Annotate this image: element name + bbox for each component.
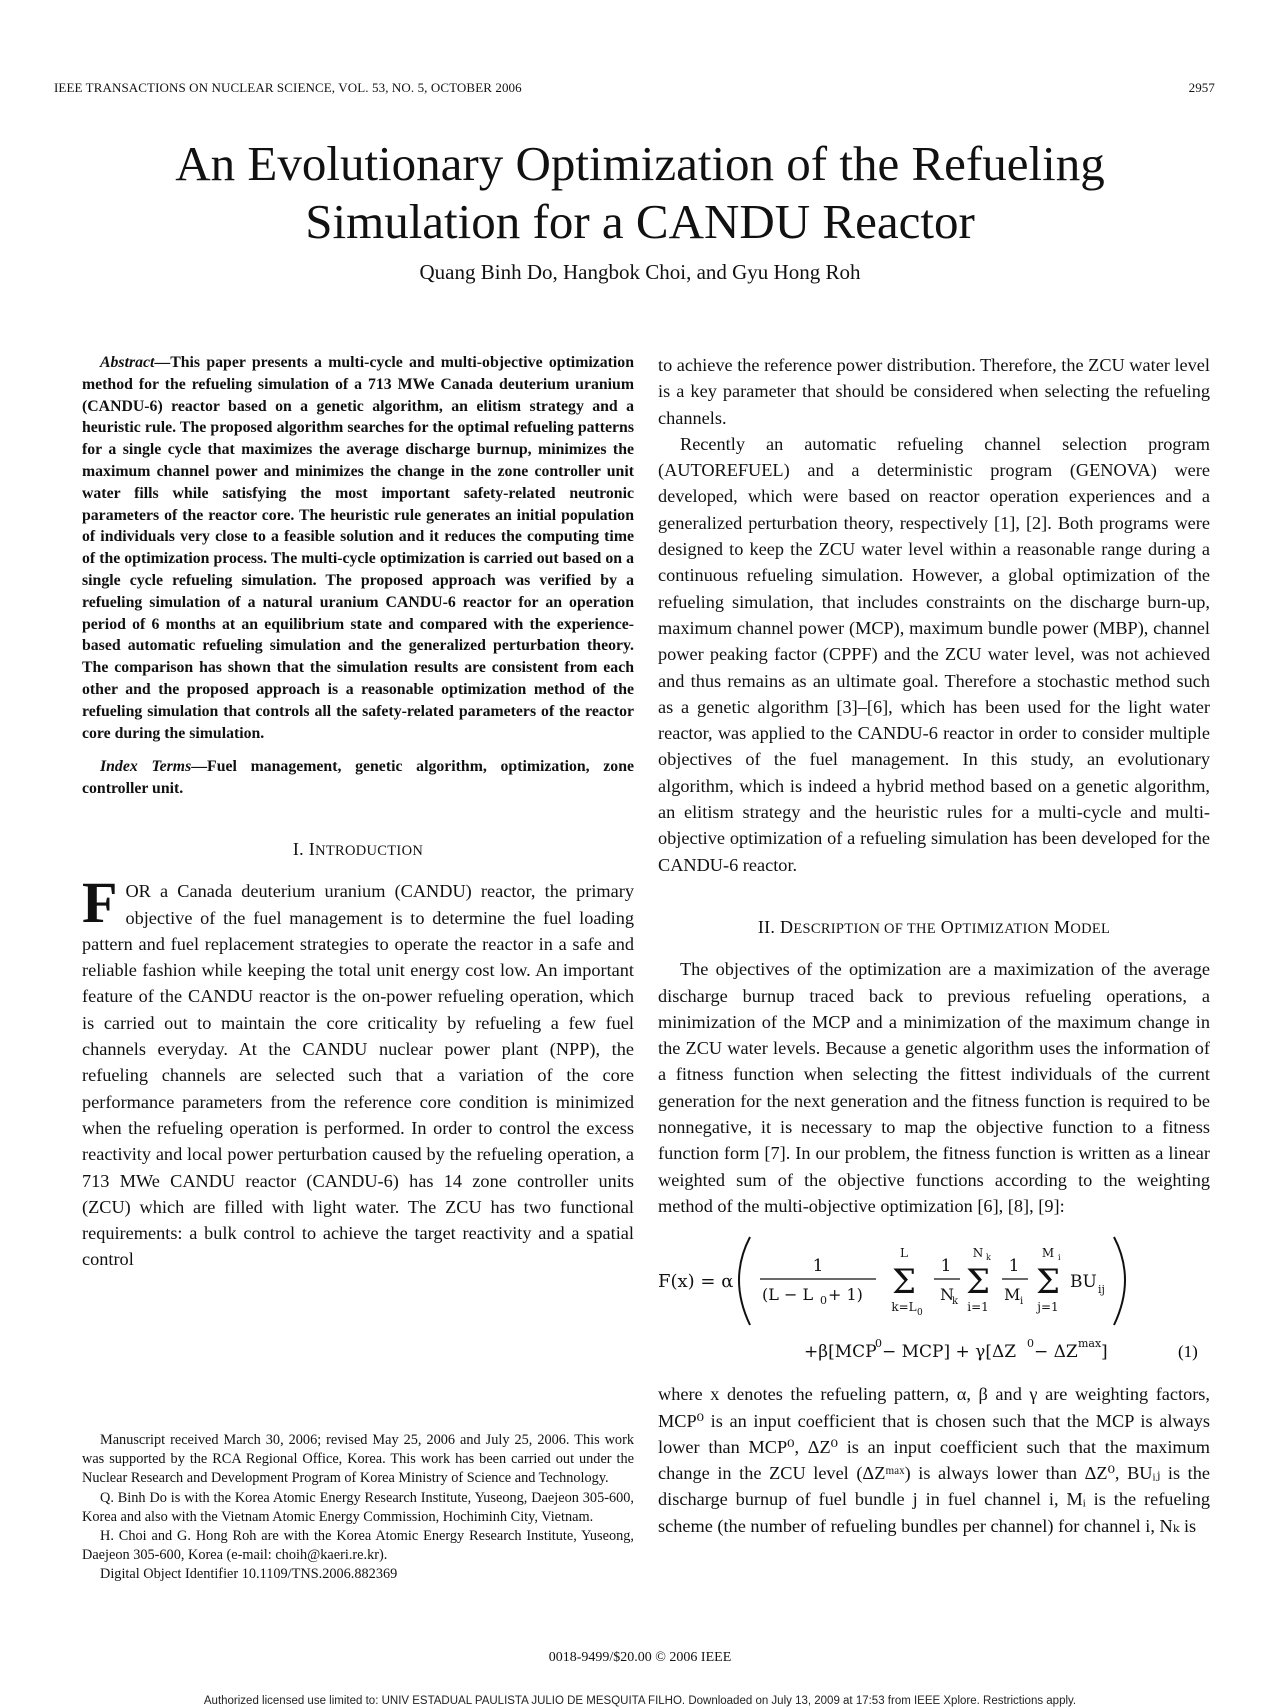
section-title-rest: PTIMIZATION xyxy=(954,920,1050,937)
svg-text:N: N xyxy=(972,1246,984,1261)
section-title-rest: NTRODUCTION xyxy=(315,842,424,859)
drop-cap: F xyxy=(82,870,118,936)
running-header xyxy=(54,80,1215,96)
equation-explanation-paragraph: where x denotes the refueling pattern, α, β and γ are weighting factors, MCP⁰ is an input coefficient that is chosen such that the MCP is always lower than MCP⁰, ΔZ⁰ is an input coefficient such that the maximum change in the ZCU level (ΔZᵐᵃˣ) is always lower than ΔZ⁰, BUᵢⱼ is the discharge burnup of fuel bundle j in fuel channel i, Mᵢ is the refueling scheme (the number of refueling bundles per channel) for channel i, Nₖ is xyxy=(658,1384,1210,1536)
section-heading-introduction xyxy=(82,836,634,864)
index-terms xyxy=(82,756,634,800)
equation-graphic xyxy=(658,1233,1210,1373)
fitness-function-equation xyxy=(658,1233,1210,1373)
copyright-notice: 0018-9499/$20.00 © 2006 IEEE xyxy=(548,1650,732,1665)
svg-text:N: N xyxy=(940,1285,954,1305)
left-column xyxy=(82,352,634,1273)
section-number: II. xyxy=(757,916,776,937)
svg-text:− MCP] + γ[ΔZ: − MCP] + γ[ΔZ xyxy=(882,1342,1017,1363)
svg-text:max: max xyxy=(1078,1337,1102,1351)
svg-text:i: i xyxy=(1058,1253,1061,1263)
svg-text:Σ: Σ xyxy=(1035,1262,1061,1303)
svg-text:L: L xyxy=(900,1246,908,1261)
svg-text:Σ: Σ xyxy=(891,1262,917,1303)
index-terms-label: Index Terms xyxy=(100,758,192,776)
svg-text:0: 0 xyxy=(917,1308,923,1319)
svg-text:i=1: i=1 xyxy=(967,1300,989,1315)
section-heading-optimization-model xyxy=(658,914,1210,942)
section-title-initial: O xyxy=(940,916,955,937)
abstract-text: —This paper presents a multi-cycle and multi-objective optimization method for the refueling simulation of a 713 MWe Canada deuterium uranium (CANDU-6) reactor based on a genetic algorithm, an elitism strategy and a heuristic rule. The proposed algorithm searches for the optimal refueling patterns for a single cycle that maximizes the average discharge burnup, minimizes the maximum channel power and minimizes the change in the zone controller unit water fills while satisfying the most important safety-related neutronic parameters of the reactor core. The heuristic rule generates an initial population of individuals very close to a feasible solution and it reduces the computing time of the optimization process. The multi-cycle optimization is carried out based on a single cycle refueling simulation. The proposed approach was verified by a refueling simulation of a natural uranium CANDU-6 reactor for an operation period of 6 months at an equilibrium state and compared with the experience-based automatic refueling simulation and the generalized perturbation theory. The comparison has shown that the simulation results are consistent from each other and the proposed approach is a reasonable optimization method of the refueling simulation that controls all the safety-related parameters of the reactor core during the simulation. xyxy=(82,354,634,742)
background-paragraph: Recently an automatic refueling channel selection program (AUTOREFUEL) and a deterministic program (GENOVA) were developed, which were based on reactor operation experiences and a generalized perturbation theory, respectively [1], [2]. Both programs were designed to keep the ZCU water level within a reasonable range during a continuous refueling simulation. However, a global optimization of the refueling simulation, that includes constraints on the discharge burn-up, maximum channel power (MCP), maximum bundle power (MBP), channel power peaking factor (CPPF) and the ZCU water level, was not achieved and thus remains as an ultimate goal. Therefore a stochastic method such as a genetic algorithm [3]–[6], which has been used for the light water reactor, was applied to the CANDU-6 reactor in order to consider multiple objectives of the fuel management. In this study, an evolutionary algorithm, which is indeed a hybrid method based on a genetic algorithm, an elitism strategy and the heuristic rules for a multi-cycle and multi-objective optimization of a refueling simulation has been developed for the CANDU-6 reactor. xyxy=(658,433,1210,875)
equation-number: (1) xyxy=(1178,1342,1198,1362)
author-list: Quang Binh Do, Hangbok Choi, and Gyu Hong Roh xyxy=(419,260,861,284)
abstract xyxy=(82,352,634,744)
svg-text:0: 0 xyxy=(875,1337,882,1351)
footnote-author-do: Q. Binh Do is with the Korea Atomic Energy Research Institute, Yuseong, Daejeon 305-600, Korea and also with the Vietnam Atomic Energy Commission, Hochiminh City, Vietnam. xyxy=(82,1489,634,1525)
continued-paragraph: to achieve the reference power distribution. Therefore, the ZCU water level is a key parameter that should be considered when selecting the refueling channels. xyxy=(658,355,1210,428)
footnote-manuscript: Manuscript received March 30, 2006; revised May 25, 2006 and July 25, 2006. This work was supported by the RCA Regional Office, Korea. This work has been carried out under the Nuclear Research and Development Program of Korea Ministry of Science and Technology. xyxy=(82,1432,634,1487)
section-title-rest: ODEL xyxy=(1070,920,1111,937)
svg-text:M: M xyxy=(1004,1285,1021,1305)
svg-text:1: 1 xyxy=(1008,1256,1020,1277)
journal-running-title: IEEE TRANSACTIONS ON NUCLEAR SCIENCE, VOL. 53, NO. 5, OCTOBER 2006 xyxy=(54,80,522,95)
svg-text:+ 1): + 1) xyxy=(828,1285,863,1305)
section-number: I. xyxy=(292,838,304,859)
abstract-label: Abstract xyxy=(100,354,155,371)
objectives-paragraph: The objectives of the optimization are a maximization of the average discharge burnup traced back to previous refueling operations, a minimization of the MCP and a minimization of the maximum change in the ZCU water levels. Because a genetic algorithm uses the information of a fitness function when selecting the fittest individuals of the current generation for the next generation and the fitness function is required to be nonnegative, it is necessary to map the objective function to a fitness function form [7]. In our problem, the fitness function is written as a linear weighted sum of the objective functions according to the weighting method of the multi-objective optimization [6], [8], [9]: xyxy=(658,959,1210,1216)
svg-text:k: k xyxy=(952,1296,959,1308)
svg-text:Σ: Σ xyxy=(965,1262,991,1303)
introduction-text: OR a Canada deuterium uranium (CANDU) reactor, the primary objective of the fuel management is to determine the fuel loading pattern and fuel replacement strategies to operate the reactor in a safe and reliable fashion while keeping the total unit energy cost low. An important feature of the CANDU reactor is the on-power refueling operation, which is carried out to maintain the core criticality by refueling a few fuel channels everyday. At the CANDU nuclear power plant (NPP), the refueling channels are selected such that a variation of the core performance parameters from the reference core condition is minimized when the refueling operation is performed. In order to control the excess reactivity and local power perturbation caused by the refueling operation, a 713 MWe CANDU reactor (CANDU-6) has 14 zone controller units (ZCU) which are filled with light water. The ZCU has two functional requirements: a bulk control to achieve the target reactivity and a spatial control xyxy=(82,881,634,1270)
svg-text:ij: ij xyxy=(1098,1283,1105,1297)
svg-text:0: 0 xyxy=(1027,1337,1034,1351)
svg-text:(L − L: (L − L xyxy=(762,1285,814,1305)
section-title-initial: D xyxy=(780,916,794,937)
paper-title xyxy=(0,135,1280,251)
footnote-doi: Digital Object Identifier 10.1109/TNS.2006.882369 xyxy=(100,1566,398,1583)
svg-text:F(x) = α: F(x) = α xyxy=(658,1271,734,1293)
svg-text:k=L: k=L xyxy=(891,1300,917,1315)
introduction-paragraph xyxy=(82,870,634,1272)
svg-text:j=1: j=1 xyxy=(1037,1300,1059,1315)
svg-text:BU: BU xyxy=(1070,1272,1097,1293)
title-line-2: Simulation for a CANDU Reactor xyxy=(305,194,975,249)
svg-text:k: k xyxy=(986,1253,991,1263)
svg-text:1: 1 xyxy=(940,1256,952,1277)
page-number: 2957 xyxy=(1188,80,1215,95)
section-title-initial: I xyxy=(308,838,316,859)
footnotes xyxy=(82,1431,634,1585)
section-title-rest: ESCRIPTION OF THE xyxy=(793,920,936,937)
title-line-1: An Evolutionary Optimization of the Refueling xyxy=(175,136,1105,191)
svg-text:M: M xyxy=(1041,1246,1055,1261)
index-terms-text: —Fuel management, genetic algorithm, optimization, zone controller unit. xyxy=(82,758,635,798)
svg-text:1: 1 xyxy=(812,1256,824,1277)
svg-text:+β[MCP: +β[MCP xyxy=(804,1342,877,1363)
right-column xyxy=(658,352,1210,1539)
svg-text:0: 0 xyxy=(820,1294,827,1308)
section-title-initial: M xyxy=(1054,916,1071,937)
svg-text:i: i xyxy=(1020,1296,1024,1308)
svg-text:]: ] xyxy=(1101,1342,1108,1363)
svg-text:− ΔZ: − ΔZ xyxy=(1034,1342,1078,1363)
authorized-use-notice: Authorized licensed use limited to: UNIV ESTADUAL PAULISTA JULIO DE MESQUITA FILHO. Downloaded on July 13, 2009 at 17:53 from IEEE Xplore. Restrictions apply. xyxy=(203,1695,1077,1707)
footnote-authors-choi-roh: H. Choi and G. Hong Roh are with the Korea Atomic Energy Research Institute, Yuseong, Daejeon 305-600, Korea (e-mail: choih@kaeri.re.kr). xyxy=(82,1528,634,1564)
